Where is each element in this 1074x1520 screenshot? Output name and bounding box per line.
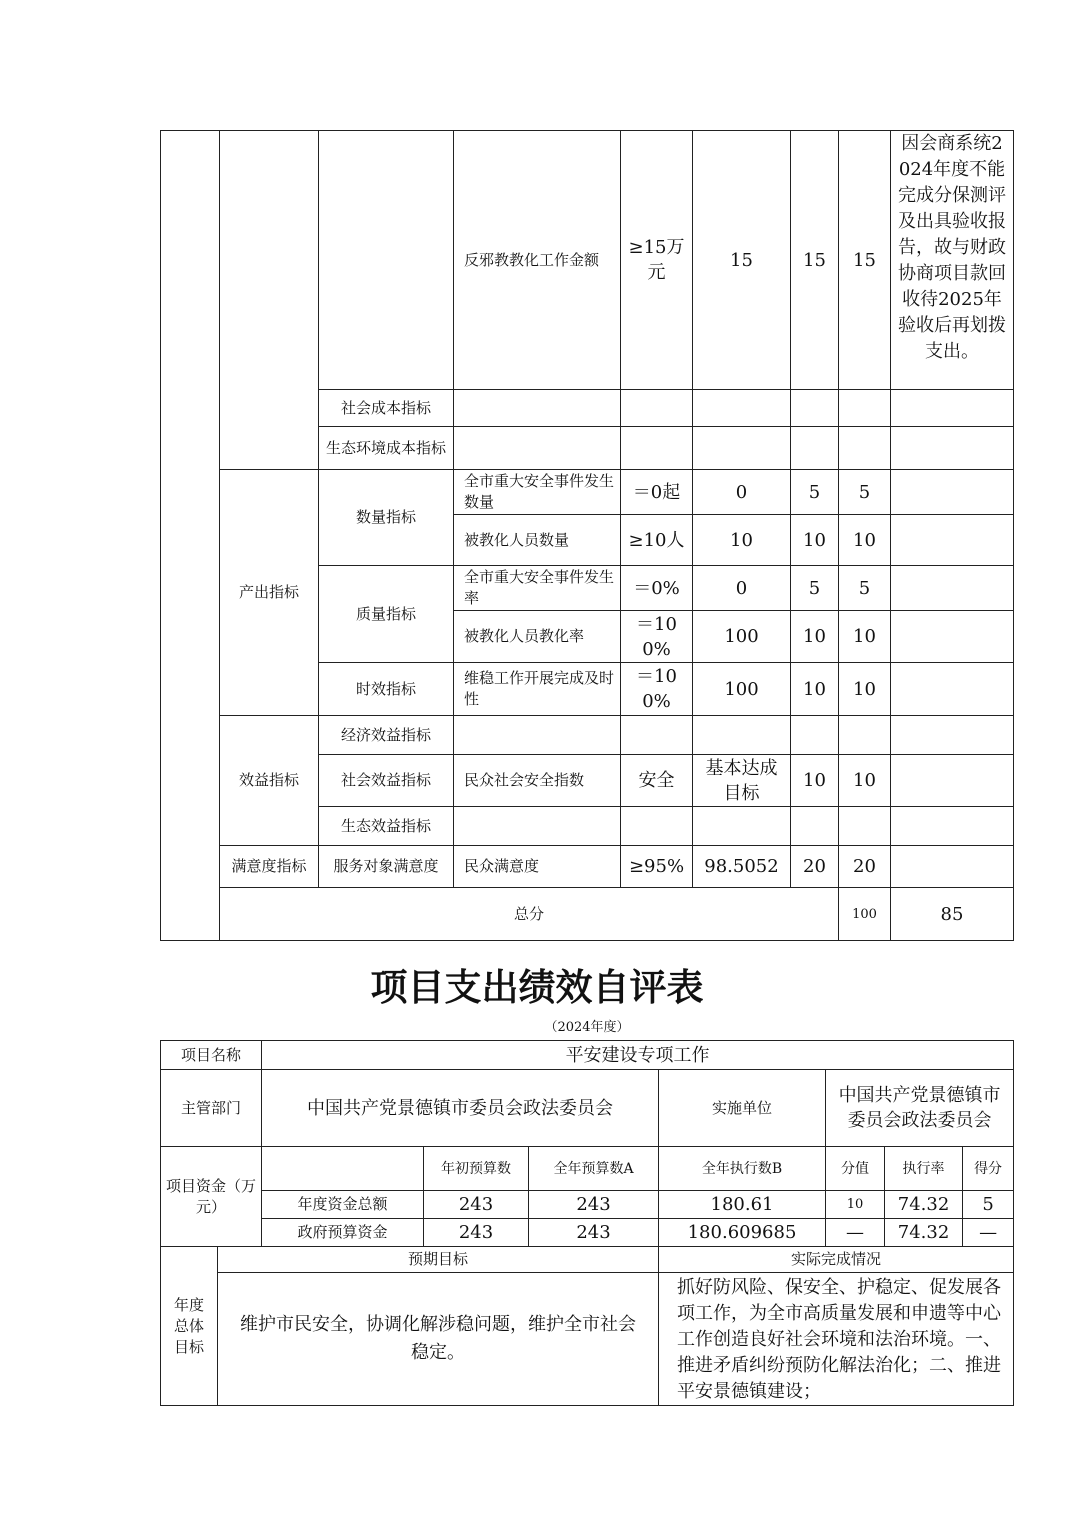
indicator-name: 民众社会安全指数: [454, 755, 621, 807]
funds-annual: 243: [529, 1219, 659, 1247]
actual-result-header: 实际完成情况: [659, 1247, 1014, 1273]
cost-sub-cell: [319, 131, 454, 390]
funds-row-label: 政府预算资金: [262, 1219, 424, 1247]
impl-label: 实施单位: [659, 1070, 826, 1147]
indicator-actual: 0: [693, 566, 791, 611]
expected-goal-header: 预期目标: [218, 1247, 659, 1273]
indicator-actual: 100: [693, 611, 791, 663]
eco-cost-label: 生态环境成本指标: [319, 427, 454, 470]
funds-header-weight: 分值: [826, 1147, 885, 1191]
project-name-value: 平安建设专项工作: [262, 1041, 1014, 1070]
indicator-actual: 15: [693, 131, 791, 390]
benefit-indicator-label: 效益指标: [220, 716, 319, 846]
indicator-score: 10: [839, 755, 891, 807]
self-evaluation-form: [160, 1040, 1014, 1406]
impl-value: 中国共产党景德镇市委员会政法委员会: [826, 1070, 1014, 1147]
funds-header-score: 得分: [963, 1147, 1014, 1191]
indicator-actual: 98.5052: [693, 846, 791, 888]
indicator-score: 10: [839, 663, 891, 716]
indicator-name: 全市重大安全事件发生率: [454, 566, 621, 611]
timeliness-indicator-label: 时效指标: [319, 663, 454, 716]
indicator-weight: 5: [791, 566, 839, 611]
indicator-weight: 15: [791, 131, 839, 390]
form-title: 项目支出绩效自评表: [370, 965, 704, 1009]
indicator-score: 5: [839, 566, 891, 611]
indicator-actual: 基本达成目标: [693, 755, 791, 807]
indicator-name: 维稳工作开展完成及时性: [454, 663, 621, 716]
quantity-indicator-label: 数量指标: [319, 470, 454, 566]
indicator-target: ＝0起: [621, 470, 693, 515]
funds-score: 5: [963, 1191, 1014, 1219]
social-cost-label: 社会成本指标: [319, 390, 454, 427]
total-score-label: 总分: [220, 888, 839, 941]
indicator-name: 被教化人员教化率: [454, 611, 621, 663]
eco-benefit-label: 生态效益指标: [319, 807, 454, 846]
indicator-score: 20: [839, 846, 891, 888]
indicator-score: 10: [839, 611, 891, 663]
indicator-weight: 10: [791, 611, 839, 663]
funds-weight: —: [826, 1219, 885, 1247]
quality-indicator-label: 质量指标: [319, 566, 454, 663]
indicator-table-continuation: [160, 130, 1014, 941]
indicator-name: 被教化人员数量: [454, 515, 621, 566]
indicator-actual: 0: [693, 470, 791, 515]
cost-category-cell: [220, 131, 319, 470]
dept-value: 中国共产党景德镇市委员会政法委员会: [262, 1070, 659, 1147]
funds-header-initial: 年初预算数: [424, 1147, 529, 1191]
indicator-score: 15: [839, 131, 891, 390]
indicator-name: 民众满意度: [454, 846, 621, 888]
funds-rate: 74.32: [885, 1219, 963, 1247]
indicator-target: ＝100%: [621, 663, 693, 716]
output-indicator-label: 产出指标: [220, 470, 319, 716]
indicator-actual: 10: [693, 515, 791, 566]
funds-exec: 180.609685: [659, 1219, 826, 1247]
indicator-score: 10: [839, 515, 891, 566]
funds-header-annual: 全年预算数A: [529, 1147, 659, 1191]
left-spacer-cell: [161, 131, 220, 941]
funds-initial: 243: [424, 1191, 529, 1219]
indicator-weight: 5: [791, 470, 839, 515]
indicator-name: 反邪教教化工作金额: [454, 131, 621, 390]
social-benefit-label: 社会效益指标: [319, 755, 454, 807]
indicator-name: 全市重大安全事件发生数量: [454, 470, 621, 515]
indicator-actual: 100: [693, 663, 791, 716]
indicator-target: ≥10人: [621, 515, 693, 566]
funds-weight: 10: [826, 1191, 885, 1219]
economic-benefit-label: 经济效益指标: [319, 716, 454, 755]
indicator-target: ≥95%: [621, 846, 693, 888]
indicator-score: 5: [839, 470, 891, 515]
indicator-weight: 20: [791, 846, 839, 888]
funds-label: 项目资金（万元）: [161, 1147, 262, 1247]
funds-initial: 243: [424, 1219, 529, 1247]
funds-score: —: [963, 1219, 1014, 1247]
dept-label: 主管部门: [161, 1070, 262, 1147]
deviation-note: 因会商系统2024年度不能完成分保测评及出具验收报告，故与财政协商项目款回收待2025年验收后再划拨支出。: [891, 131, 1014, 390]
total-weight: 100: [839, 888, 891, 941]
total-score: 85: [891, 888, 1014, 941]
funds-rate: 74.32: [885, 1191, 963, 1219]
satisfaction-sub-label: 服务对象满意度: [319, 846, 454, 888]
satisfaction-indicator-label: 满意度指标: [220, 846, 319, 888]
funds-annual: 243: [529, 1191, 659, 1219]
indicator-target: 安全: [621, 755, 693, 807]
indicator-weight: 10: [791, 515, 839, 566]
funds-header-rate: 执行率: [885, 1147, 963, 1191]
funds-header-exec: 全年执行数B: [659, 1147, 826, 1191]
indicator-weight: 10: [791, 755, 839, 807]
actual-result-text: 抓好防风险、保安全、护稳定、促发展各项工作，为全市高质量发展和申遗等中心工作创造良好社会环境和法治环境。一、推进矛盾纠纷预防化解法治化；二、推进平安景德镇建设；: [659, 1273, 1014, 1406]
funds-row-label: 年度资金总额: [262, 1191, 424, 1219]
funds-exec: 180.61: [659, 1191, 826, 1219]
annual-goal-label: 年度总体目标: [161, 1247, 218, 1406]
expected-goal-text: 维护市民安全，协调化解涉稳问题，维护全市社会稳定。: [218, 1273, 659, 1406]
indicator-weight: 10: [791, 663, 839, 716]
indicator-target: ≥15万元: [621, 131, 693, 390]
project-name-label: 项目名称: [161, 1041, 262, 1070]
indicator-target: ＝100%: [621, 611, 693, 663]
indicator-target: ＝0%: [621, 566, 693, 611]
form-year: （2024年度）: [544, 1020, 630, 1035]
